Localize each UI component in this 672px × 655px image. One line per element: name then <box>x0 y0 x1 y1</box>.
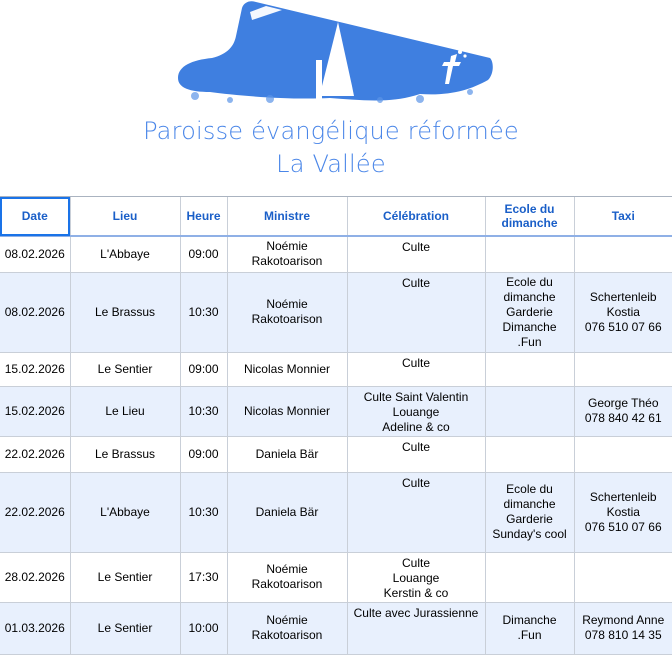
col-header-ecole[interactable]: Ecole du dimanche <box>485 197 574 237</box>
cell-celebration[interactable] <box>347 352 485 386</box>
cell-taxi[interactable] <box>574 352 672 386</box>
table-row <box>0 472 672 552</box>
cell-ministre[interactable] <box>227 236 347 272</box>
cell-ecole[interactable] <box>485 272 574 352</box>
cell-ecole-line: Ecole du <box>506 482 553 496</box>
table-row <box>0 436 672 472</box>
cell-celebration-line: Adeline & co <box>382 419 450 434</box>
cell-ministre-line: Nicolas Monnier <box>243 403 331 418</box>
cell-taxi-line: Schertenleib <box>589 289 657 304</box>
cell-ecole[interactable] <box>485 472 574 552</box>
cell-ecole[interactable] <box>485 386 574 436</box>
cell-ecole-line: Ecole du <box>506 274 553 289</box>
schedule-table <box>0 196 672 655</box>
cell-celebration-line: Culte Saint Valentin <box>363 389 469 404</box>
cell-ministre[interactable] <box>227 472 347 552</box>
cell-ecole[interactable] <box>485 236 574 272</box>
col-header-celebration[interactable]: Célébration <box>347 197 485 237</box>
cell-taxi[interactable] <box>574 436 672 472</box>
cell-lieu[interactable]: Le Sentier <box>70 352 180 386</box>
cell-ecole-line: dimanche <box>503 289 556 304</box>
cell-ministre-line: Rakotoarison <box>251 312 323 326</box>
cell-taxi[interactable] <box>574 552 672 602</box>
cell-date[interactable]: 22.02.2026 <box>0 436 70 472</box>
cell-taxi-line: Kostia <box>606 504 640 519</box>
cell-ministre-line: Noémie <box>266 562 308 576</box>
cell-taxi-line: Reymond Anne <box>582 613 665 627</box>
cell-ministre[interactable] <box>227 436 347 472</box>
cell-heure[interactable]: 09:00 <box>180 236 227 272</box>
cell-celebration-line: Kerstin & co <box>383 585 449 600</box>
cell-lieu[interactable]: Le Sentier <box>70 552 180 602</box>
cell-date[interactable]: 15.02.2026 <box>0 352 70 386</box>
cell-lieu[interactable]: Le Sentier <box>70 602 180 654</box>
cell-ministre-line: Noémie <box>266 239 308 254</box>
cell-celebration-line: Louange <box>392 404 440 419</box>
cell-date[interactable]: 15.02.2026 <box>0 386 70 436</box>
cell-date[interactable]: 01.03.2026 <box>0 602 70 654</box>
col-header-lieu[interactable]: Lieu <box>70 197 180 237</box>
org-name: Paroisse évangélique réformée <box>143 117 519 145</box>
col-header-ministre[interactable]: Ministre <box>227 197 347 237</box>
cell-celebration-line: Culte <box>401 355 430 370</box>
cell-ecole-line: Garderie <box>506 304 553 319</box>
cell-ecole[interactable] <box>485 436 574 472</box>
table-row <box>0 386 672 436</box>
cell-lieu[interactable]: Le Brassus <box>70 272 180 352</box>
cell-ecole-line: Garderie <box>506 512 553 526</box>
church-landscape-logo-icon <box>170 0 495 108</box>
cell-taxi-line: 076 510 07 66 <box>584 319 662 334</box>
cell-taxi-line: Schertenleib <box>589 489 657 504</box>
cell-taxi-line: 076 510 07 66 <box>584 519 662 534</box>
col-header-date[interactable]: Date <box>0 197 70 237</box>
cell-ministre-line: Noémie <box>266 613 308 627</box>
cell-celebration[interactable] <box>347 236 485 272</box>
cell-heure[interactable]: 10:30 <box>180 386 227 436</box>
cell-ministre-line: Rakotoarison <box>251 577 323 591</box>
cell-ministre-line: Noémie <box>266 297 308 311</box>
cell-date[interactable]: 08.02.2026 <box>0 272 70 352</box>
cell-taxi[interactable] <box>574 602 672 654</box>
cell-taxi[interactable] <box>574 386 672 436</box>
cell-ministre[interactable] <box>227 352 347 386</box>
cell-taxi-line: George Théo <box>588 396 659 410</box>
cell-taxi-line: Kostia <box>606 304 640 319</box>
org-location: La Vallée <box>276 150 386 178</box>
cell-ministre[interactable] <box>227 272 347 352</box>
cell-ecole-line: Dimanche <box>502 319 557 334</box>
cell-lieu[interactable]: L'Abbaye <box>70 472 180 552</box>
cell-heure[interactable]: 10:00 <box>180 602 227 654</box>
cell-celebration-line: Culte <box>401 439 430 454</box>
table-row <box>0 552 672 602</box>
cell-celebration-line: Culte <box>401 555 430 570</box>
col-header-taxi[interactable]: Taxi <box>574 197 672 237</box>
cell-heure[interactable]: 09:00 <box>180 436 227 472</box>
cell-celebration[interactable] <box>347 472 485 552</box>
cell-heure[interactable]: 10:30 <box>180 472 227 552</box>
cell-ecole-line: Sunday's cool <box>492 527 567 541</box>
cell-ecole[interactable] <box>485 552 574 602</box>
cell-heure[interactable]: 09:00 <box>180 352 227 386</box>
cell-ministre-line: Daniela Bär <box>255 446 319 461</box>
cell-ministre-line: Rakotoarison <box>251 628 323 642</box>
table-row <box>0 236 672 272</box>
cell-taxi[interactable] <box>574 472 672 552</box>
cell-heure[interactable]: 17:30 <box>180 552 227 602</box>
cell-celebration-line: Culte <box>401 275 430 290</box>
cell-ministre-line: Nicolas Monnier <box>243 361 331 376</box>
cell-celebration[interactable] <box>347 436 485 472</box>
cell-taxi-line: 078 810 14 35 <box>584 628 662 642</box>
cell-ministre[interactable] <box>227 386 347 436</box>
header-row <box>0 197 672 237</box>
cell-ecole[interactable] <box>485 602 574 654</box>
cell-celebration-line: Louange <box>392 570 440 585</box>
cell-ecole-line: Dimanche <box>502 613 557 627</box>
table-row <box>0 272 672 352</box>
cell-ecole[interactable] <box>485 352 574 386</box>
cell-taxi[interactable] <box>574 272 672 352</box>
table-row <box>0 352 672 386</box>
cell-ministre-line: Rakotoarison <box>251 254 323 269</box>
cell-date[interactable]: 22.02.2026 <box>0 472 70 552</box>
cell-ministre[interactable] <box>227 552 347 602</box>
col-header-heure[interactable]: Heure <box>180 197 227 237</box>
cell-lieu[interactable]: Le Lieu <box>70 386 180 436</box>
cell-celebration[interactable] <box>347 272 485 352</box>
cell-celebration-line: Culte avec Jurassienne <box>353 605 479 620</box>
cell-celebration[interactable] <box>347 386 485 436</box>
cell-celebration[interactable] <box>347 602 485 654</box>
cell-ministre-line: Daniela Bär <box>255 504 319 519</box>
cell-celebration-line: Culte <box>401 475 430 490</box>
cell-lieu[interactable]: Le Brassus <box>70 436 180 472</box>
table-row <box>0 602 672 654</box>
cell-taxi[interactable] <box>574 236 672 272</box>
cell-date[interactable]: 08.02.2026 <box>0 236 70 272</box>
cell-celebration-line: Culte <box>401 240 430 254</box>
cell-date[interactable]: 28.02.2026 <box>0 552 70 602</box>
cell-ecole-line: .Fun <box>517 334 542 349</box>
cell-ministre[interactable] <box>227 602 347 654</box>
cell-heure[interactable]: 10:30 <box>180 272 227 352</box>
cell-taxi-line: 078 840 42 61 <box>584 411 662 425</box>
cell-lieu[interactable]: L'Abbaye <box>70 236 180 272</box>
cell-celebration[interactable] <box>347 552 485 602</box>
cell-ecole-line: dimanche <box>503 497 556 511</box>
cell-ecole-line: .Fun <box>517 628 542 642</box>
